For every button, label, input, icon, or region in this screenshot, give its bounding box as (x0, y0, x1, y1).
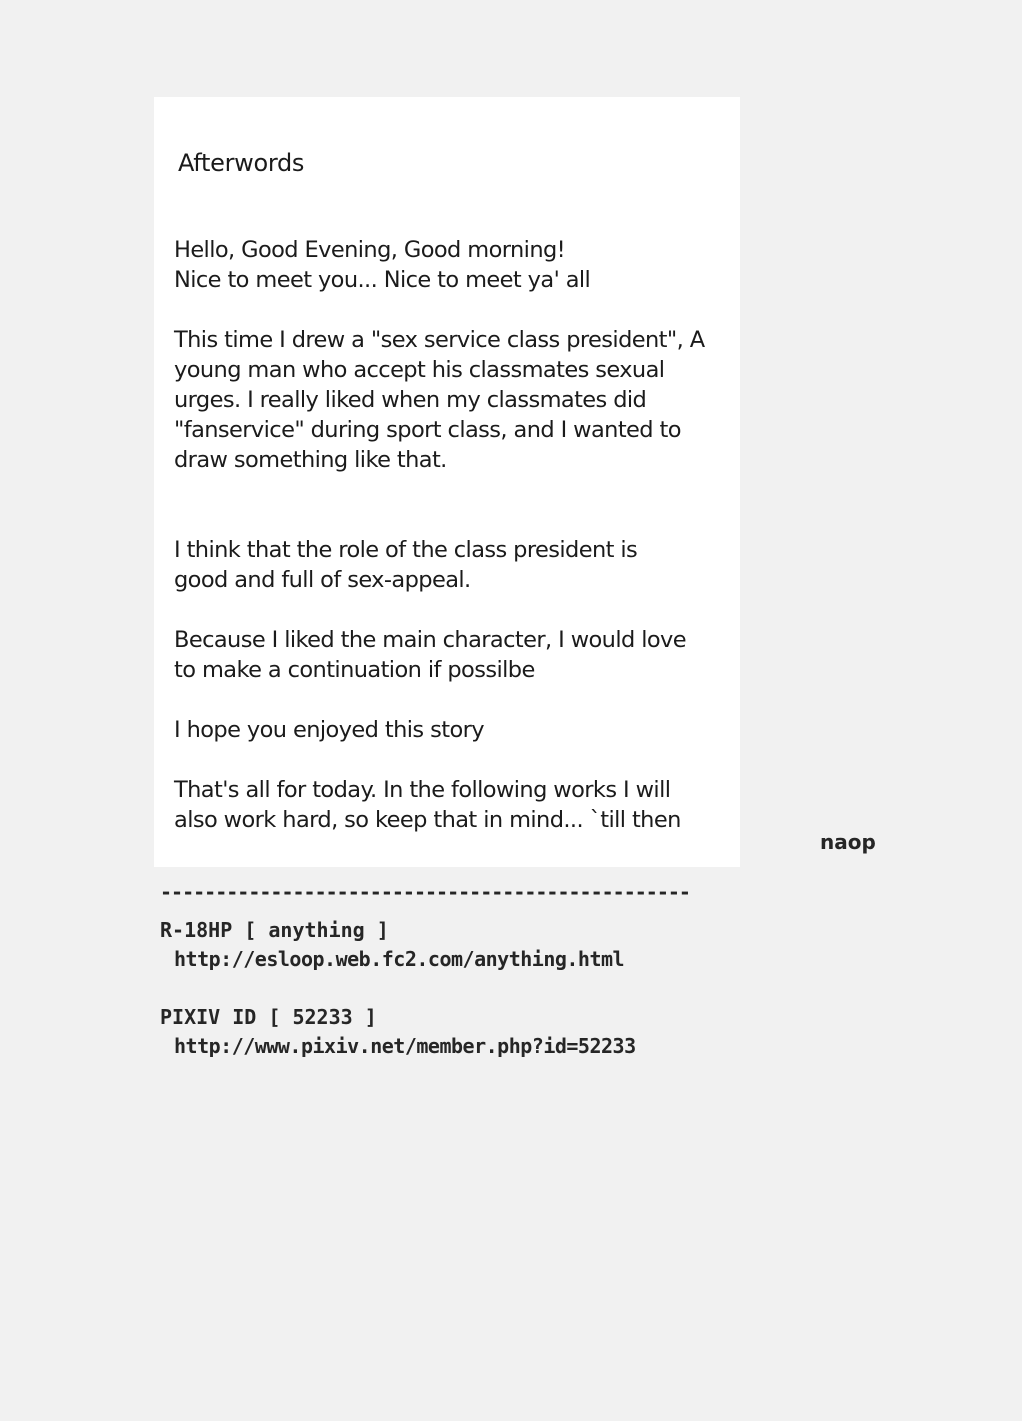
pixiv-id-label: PIXIV ID [ 52233 ] (160, 1005, 377, 1029)
author-signature: naop (820, 830, 876, 854)
paragraph-continuation (174, 625, 686, 685)
paragraph-line: draw something like that. (174, 447, 447, 473)
paragraph-greeting (174, 235, 590, 295)
paragraph-line: young man who accept his classmates sexual (174, 357, 665, 383)
author-links (160, 880, 690, 1058)
paragraph-line: I hope you enjoyed this story (174, 717, 484, 743)
paragraph-line: "fanservice" during sport class, and I wanted to (174, 417, 681, 443)
paragraph-enjoyed (174, 715, 484, 745)
paragraph-closing (174, 775, 681, 835)
paragraph-line: good and full of sex-appeal. (174, 567, 471, 593)
paragraph-line: Hello, Good Evening, Good morning! (174, 237, 566, 263)
dashed-divider: ------------------------------------------------ (160, 880, 690, 904)
paragraph-line: also work hard, so keep that in mind... `till then (174, 807, 681, 833)
paragraph-story-intro (174, 325, 705, 475)
pixiv-url: http://www.pixiv.net/member.php?id=52233 (174, 1034, 636, 1058)
afterword-text-panel (154, 97, 740, 867)
paragraph-line: Because I liked the main character, I would love (174, 627, 686, 653)
paragraph-line: I think that the role of the class president is (174, 537, 638, 563)
afterword-title: Afterwords (178, 149, 305, 177)
paragraph-line: That's all for today. In the following works I will (174, 777, 671, 803)
paragraph-line: urges. I really liked when my classmates did (174, 387, 647, 413)
paragraph-class-president (174, 535, 637, 595)
paragraph-line: This time I drew a "sex service class president", A (174, 327, 705, 353)
homepage-url: http://esloop.web.fc2.com/anything.html (174, 947, 625, 971)
paragraph-line: to make a continuation if possilbe (174, 657, 535, 683)
homepage-label: R-18HP [ anything ] (160, 918, 389, 942)
paragraph-line: Nice to meet you... Nice to meet ya' all (174, 267, 591, 293)
